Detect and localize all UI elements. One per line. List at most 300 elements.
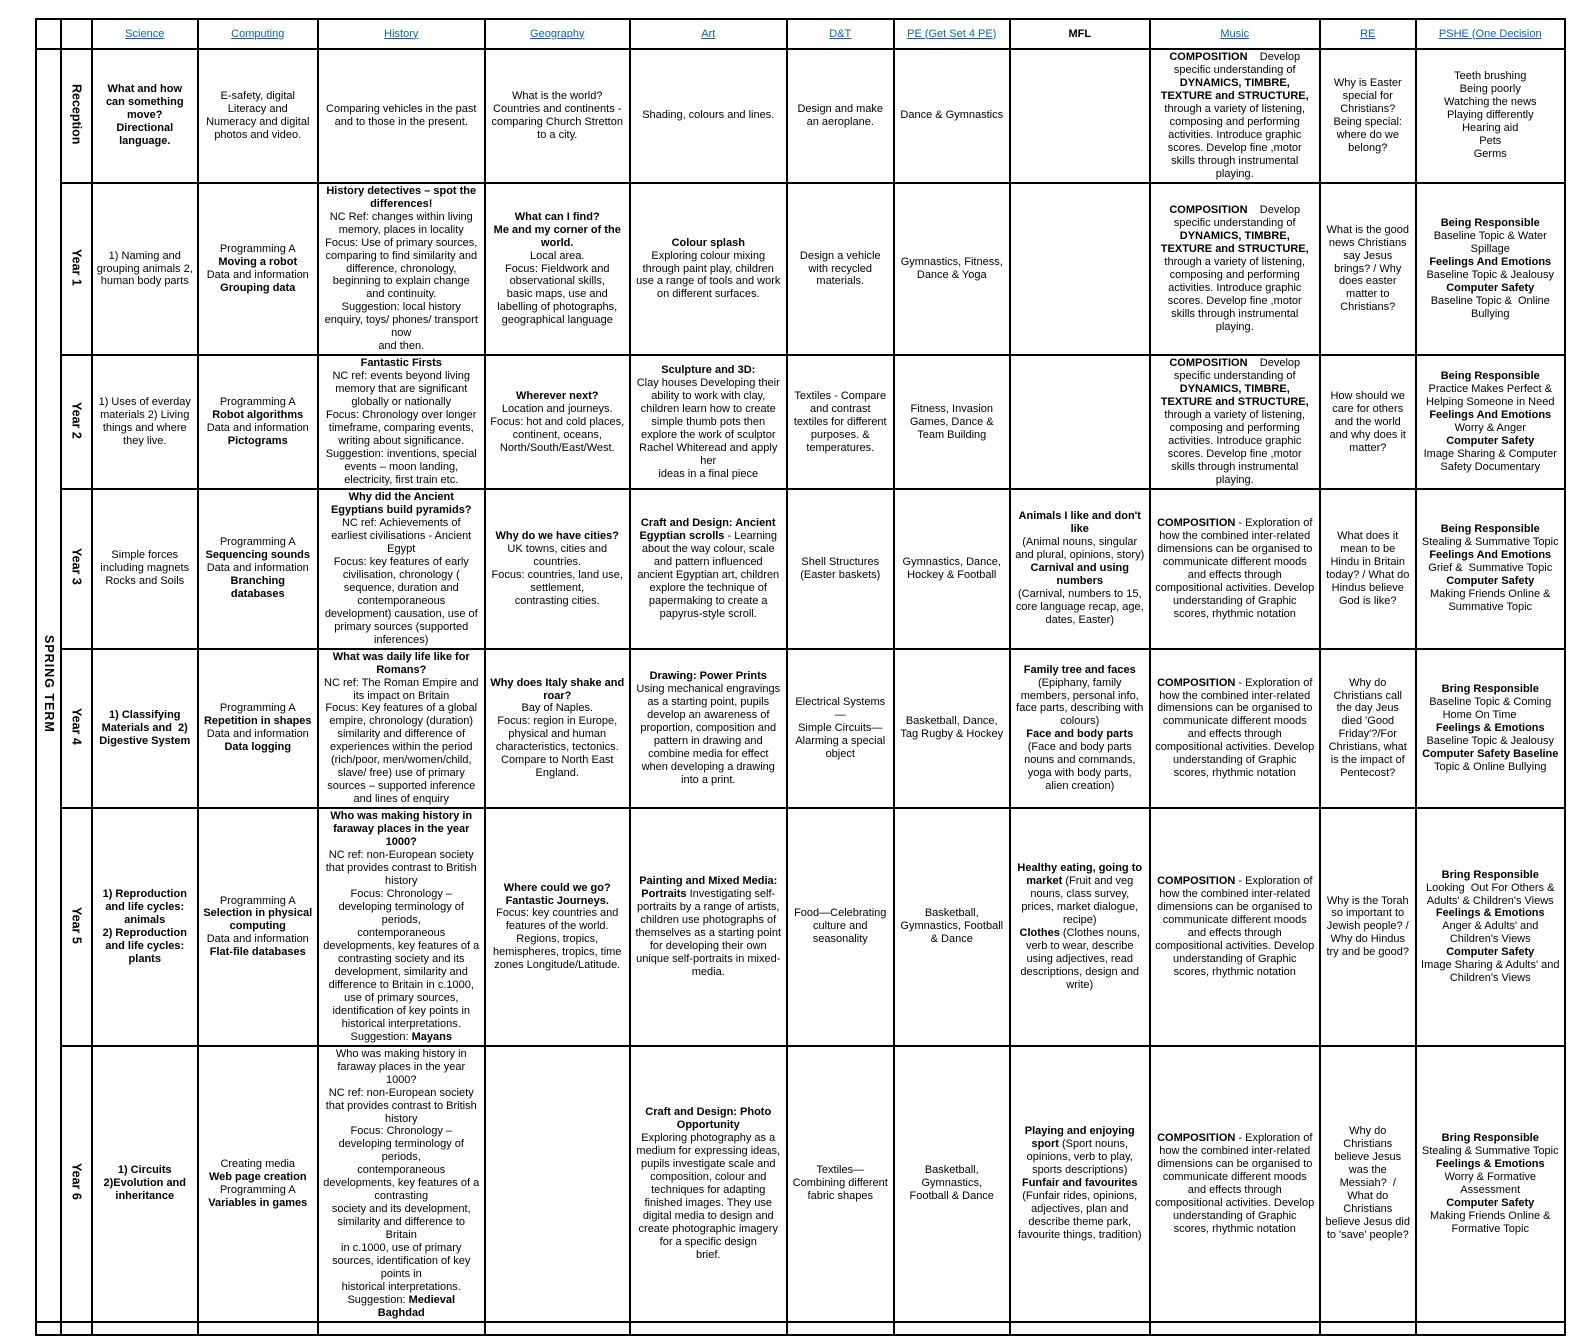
cell-text: Fitness, Invasion Games, Dance & Team Building [909, 402, 994, 441]
cell-reception-pshe [1416, 49, 1565, 183]
cell-text: Colour splash [671, 236, 745, 249]
cell-text: Focus: countries, land use, settlement, [491, 568, 623, 594]
cell-reception-history [318, 49, 485, 183]
cell-year-3-pe [894, 489, 1010, 649]
cell-text: children use photographs of themselves as a starting point for developing their own unique self-portraits in mixed-media. [635, 913, 782, 978]
column-header-music[interactable]: Music [1150, 19, 1320, 49]
cell-year-1-mfl [1010, 183, 1150, 356]
cell-text: Why did the Ancient Egyptians build pyramids? [330, 490, 472, 516]
cell-text: Data and information [206, 268, 309, 281]
cell-text: NC ref: events beyond living memory that are significant [332, 370, 471, 396]
cell-text: Develop specific understanding of [1173, 204, 1301, 230]
cell-text: Healthy eating, going to market [1017, 862, 1143, 888]
cell-text: Feelings & Emotions [1435, 907, 1545, 920]
cell-text: Computer Safety [1446, 281, 1535, 294]
row-label: Year 6 [69, 1163, 84, 1201]
cell-year-5-dt [787, 808, 894, 1045]
cell-reception-science [92, 49, 198, 183]
cell-year-4-pe [894, 649, 1010, 809]
cell-text: Image Sharing & Adults' and Children's Views [1421, 959, 1560, 985]
cell-year-3-dt [787, 489, 894, 649]
cell-text: Develop specific understanding of [1173, 51, 1301, 76]
cell-text: Design and make an aeroplane. [797, 102, 884, 128]
cell-text: Computer Safety Baseline [1422, 747, 1559, 760]
cell-text: Programming A [219, 1183, 296, 1196]
cell-text: historical interpretations. [341, 1281, 461, 1294]
cell-text: Selection in physical computing [203, 907, 313, 933]
column-header-art[interactable]: Art [630, 19, 787, 49]
cell-text: 1) Reproduction and life cycles: animals [102, 888, 187, 926]
cell-text: Shading, colours and lines. [642, 109, 775, 122]
cell-text: Alarming a special object [795, 734, 886, 760]
cell-year-4-art [630, 649, 787, 809]
cell-text: Suggestion: [347, 1294, 409, 1307]
cell-text: Data logging [224, 741, 292, 754]
cell-text: Electrical Systems— [795, 695, 886, 721]
cell-year-3-pshe [1416, 489, 1565, 649]
cell-year-3-mfl [1010, 489, 1150, 649]
cell-text: COMPOSITION [1169, 357, 1248, 370]
cell-text: (Face and body parts nouns and commands, yoga with body parts, alien creation) [1024, 741, 1136, 793]
column-header-re[interactable]: RE [1320, 19, 1416, 49]
cell-text: Worry & Anger [1454, 422, 1526, 435]
cell-year-6-mfl [1010, 1046, 1150, 1322]
cell-text: Dance & Yoga [916, 268, 987, 281]
cell-year-6-history [318, 1046, 485, 1322]
empty-footer-cell [787, 1322, 894, 1335]
cell-text: Why does Italy shake and roar? [490, 676, 625, 702]
row-label-cell-year-6 [61, 1046, 92, 1322]
cell-text: Computer Safety [1446, 946, 1535, 959]
cell-text: sources – supported inference and lines of enquiry [327, 780, 476, 806]
cell-text: contemporaneous developments, key features of a contrasting society and its development, similarity and difference to Britain in c.1000, use of primary sources, identification of key points in historical interpretations. [323, 926, 480, 1030]
cell-text: Fantastic Firsts [360, 357, 442, 370]
cell-text: COMPOSITION [1169, 51, 1248, 63]
cell-year-4-history [318, 649, 485, 809]
column-header-pshe[interactable]: PSHE (One Decision [1416, 19, 1565, 49]
cell-text: COMPOSITION [1157, 1131, 1236, 1144]
cell-year-5-computing [198, 808, 318, 1045]
cell-text: Data and information [206, 728, 309, 741]
cell-year-2-computing [198, 355, 318, 489]
cell-text: Focus: Fieldwork and observational skills, [504, 262, 610, 288]
cell-text: Grief & Summative Topic [1428, 562, 1553, 575]
cell-year-2-pe [894, 355, 1010, 489]
cell-reception-re [1320, 49, 1416, 183]
cell-reception-computing [198, 49, 318, 183]
cell-year-4-science [92, 649, 198, 809]
cell-text: Topic & Online Bullying [1433, 760, 1547, 773]
term-label: SPRING TERM [41, 634, 56, 733]
row-label-cell-year-1 [61, 183, 92, 356]
cell-text: Location and journeys. [501, 402, 613, 415]
cell-text: Stealing & Summative Topic [1421, 536, 1559, 549]
cell-year-6-computing [198, 1046, 318, 1322]
cell-text: COMPOSITION [1169, 204, 1248, 217]
cell-year-3-science [92, 489, 198, 649]
cell-year-4-music [1150, 649, 1320, 809]
column-header-science[interactable]: Science [92, 19, 198, 49]
cell-text: Why do we have cities? [495, 529, 619, 542]
cell-reception-pe [894, 49, 1010, 183]
cell-text: Data and information [206, 422, 309, 435]
cell-text: Hockey & Football [907, 568, 997, 581]
cell-text: Clothes [1019, 926, 1060, 939]
cell-text: Simple forces including magnets [100, 549, 190, 575]
cell-text: Focus: Chronology – developing terminology of periods, [338, 888, 464, 926]
cell-text: Playing differently [1446, 109, 1534, 122]
cell-year-4-dt [787, 649, 894, 809]
cell-text: Focus: key features of early civilisation, chronology ( [333, 555, 469, 581]
cell-text: Practice Makes Perfect & Helping Someone in Need [1426, 383, 1555, 409]
cell-text: society and its development, similarity and difference to Britain [331, 1203, 471, 1242]
cell-text: Why is the Torah so important to Jewish people? / Why do Hindus try and be good? [1326, 894, 1410, 959]
cell-text: Clay houses Developing their ability to work with clay, children learn how to create simple thumb pots then explore the work of sculptor Rachel Whiteread and apply her [636, 376, 780, 467]
cell-text: basic maps, use and labelling of photographs, [497, 288, 618, 314]
cell-text: Medieval Baghdad [377, 1294, 456, 1320]
cell-text: Computer Safety [1446, 1196, 1535, 1209]
cell-text: Feelings & Emotions [1435, 1157, 1545, 1170]
empty-footer-cell [1010, 1322, 1150, 1335]
cell-year-2-art [630, 355, 787, 489]
cell-text: Creating media [220, 1157, 296, 1170]
cell-text: NC ref: non-European society that provides contrast to British [325, 1086, 477, 1112]
cell-year-1-science [92, 183, 198, 356]
cell-text: DYNAMICS, TIMBRE, TEXTURE and STRUCTURE, [1160, 383, 1309, 409]
curriculum-table [35, 18, 1566, 1336]
cell-text: Directional language. [116, 122, 174, 148]
cell-text: Grouping data [220, 281, 296, 294]
cell-year-3-re [1320, 489, 1416, 649]
cell-year-5-geography [485, 808, 630, 1045]
cell-text: Pictograms [227, 435, 288, 448]
cell-text: Programming A [219, 536, 296, 549]
cell-text: Hearing aid [1462, 122, 1519, 135]
cell-year-2-dt [787, 355, 894, 489]
column-header-pe[interactable]: PE (Get Set 4 PE) [894, 19, 1010, 49]
empty-footer-cell [630, 1322, 787, 1335]
cell-text: Bring Responsible [1441, 868, 1539, 881]
cell-year-6-science [92, 1046, 198, 1322]
empty-footer-cell [1150, 1322, 1320, 1335]
cell-text: What does it mean to be Hindu in Britain today? / What do Hindus believe God is like? [1326, 529, 1410, 607]
cell-year-2-mfl [1010, 355, 1150, 489]
cell-text: Baseline Topic & Online Bullying [1430, 294, 1550, 320]
cell-text: Craft and Design: Photo Opportunity [645, 1106, 772, 1131]
cell-text: 2) Reproduction and life cycles: plants [102, 926, 187, 965]
row-label-cell-year-4 [61, 649, 92, 809]
cell-text: Web page creation [208, 1170, 307, 1183]
cell-year-4-mfl [1010, 649, 1150, 809]
cell-text: Painting and Mixed Media: Portraits [639, 875, 778, 901]
cell-reception-geography [485, 49, 630, 183]
cell-year-5-re [1320, 808, 1416, 1045]
cell-text: Gymnastics, Fitness, [900, 256, 1003, 269]
cell-text: COMPOSITION [1157, 676, 1236, 689]
cell-text: Textiles—Combining different fabric shapes [792, 1164, 888, 1203]
column-header-computing[interactable]: Computing [198, 19, 318, 49]
cell-text: Robot algorithms [212, 409, 304, 422]
cell-text: Regions, tropics, hemispheres, tropics, time zones Longitude/Latitude. [493, 933, 622, 972]
cell-text: through a variety of listening, composing and performing activities. Introduce graphic scores. Develop fine ,motor skills through instrumental playing. [1164, 102, 1306, 180]
cell-text: Computer Safety [1446, 575, 1535, 588]
cell-text: Using mechanical engravings as a starting point, pupils develop an awareness of proportion, composition and pattern in drawing and [636, 683, 781, 747]
empty-footer-cell [1416, 1322, 1565, 1335]
cell-text: What is the good news Christians say Jesus brings? / Why does easter matter to Christians? [1326, 223, 1410, 314]
cell-text: Focus: Chronology over longer timeframe, comparing events, [326, 409, 477, 435]
cell-text: Basketball, Gymnastics, Football & Dance [900, 907, 1004, 946]
cell-text: sequence, duration and contemporaneous development) causation, use of primary sources (supported inferences) [324, 581, 478, 646]
cell-text: similarity and difference of experiences within the period [330, 728, 473, 754]
cell-text: Family tree and faces [1023, 663, 1136, 676]
cell-text: (Carnival, numbers to 15, core language recap, age, dates, Easter) [1015, 588, 1144, 627]
cell-text: Face and body parts [1026, 728, 1134, 741]
cell-year-3-geography [485, 489, 630, 649]
cell-text: NC ref: non-European society that provides contrast to British history [325, 849, 477, 888]
cell-text: Basketball, Gymnastics, [921, 1164, 982, 1190]
cell-year-6-pe [894, 1046, 1010, 1322]
cell-text: E-safety, digital Literacy and Numeracy and digital photos and video. [206, 89, 310, 141]
cell-text: 1) Circuits 2)Evolution and inheritance [103, 1164, 186, 1203]
cell-text: Carnival and using numbers [1030, 562, 1129, 588]
cell-text: Football & Dance [909, 1190, 994, 1203]
cell-text: Drawing: Power Prints [649, 670, 767, 683]
cell-text: Why do Christians believe Jesus was the Messiah? / [1334, 1125, 1402, 1190]
cell-text: - Learning about the way colour, scale and pattern influenced ancient Egyptian art, children explore the technique of papermaking to create a papyrus-style scroll. [637, 529, 780, 620]
row-label: Year 3 [69, 548, 84, 586]
cell-reception-music [1150, 49, 1320, 183]
cell-year-2-history [318, 355, 485, 489]
cell-text: Bring Responsible [1441, 1131, 1539, 1144]
row-label: Year 5 [69, 906, 84, 944]
cell-year-3-art [630, 489, 787, 649]
cell-text: Focus: Chronology – developing terminology of periods, [338, 1125, 464, 1164]
cell-year-4-computing [198, 649, 318, 809]
cell-text: What is the world? Countries and continents - comparing Church Stretton to a city. [491, 89, 623, 141]
cell-text: through a variety of listening, composing and performing activities. Introduce graphic scores. Develop fine ,motor skills through instrumental playing. [1164, 256, 1306, 333]
cell-text: What can I find? [514, 210, 600, 223]
cell-text: Sculpture and 3D: [661, 363, 756, 376]
cell-year-5-mfl [1010, 808, 1150, 1045]
cell-text: through a variety of listening, composing and performing activities. Introduce graphic scores. Develop fine ,motor skills through instrumental playing. [1164, 409, 1306, 486]
cell-text: Focus: region in Europe, physical and human characteristics, tectonics. Compare to North East England. [495, 715, 619, 780]
cell-text: Focus: key countries and features of the world. [496, 907, 619, 933]
cell-text: Computer Safety [1446, 435, 1535, 448]
cell-year-5-art [630, 808, 787, 1045]
cell-text: Focus: Key features of a global empire, chronology (duration) [325, 702, 478, 728]
cell-text: Funfair and favourites [1021, 1177, 1138, 1190]
row-label: Year 4 [69, 708, 84, 745]
cell-text: Anger & Adults' and Children's Views [1442, 920, 1539, 946]
cell-text: Comparing vehicles in the past and to those in the present. [326, 102, 477, 128]
cell-text: Programming A [219, 894, 296, 907]
cell-year-4-re [1320, 649, 1416, 809]
cell-text: - Exploration of how the combined inter-related dimensions can be organised to communicate different moods and effects through compositional activities. Develop understanding of Graphic scores, rhythmic notation [1155, 676, 1315, 780]
cell-year-2-science [92, 355, 198, 489]
cell-text: globally or nationally [351, 396, 452, 409]
cell-text: in c.1000, use of primary sources, identification of key points in [332, 1242, 471, 1281]
cell-text: Suggestion: [350, 1030, 412, 1043]
corner-cell-year [61, 19, 92, 49]
empty-footer-cell [485, 1322, 630, 1335]
cell-text: ideas in a final piece [658, 467, 759, 480]
empty-footer-cell [318, 1322, 485, 1335]
cell-text: electricity, first train etc. [344, 474, 459, 486]
cell-text: (Animal nouns, singular and plural, opinions, story) [1015, 536, 1145, 562]
cell-text: Being Responsible [1440, 217, 1540, 230]
cell-year-2-music [1150, 355, 1320, 489]
cell-year-1-pe [894, 183, 1010, 356]
cell-text: What do Christians believe Jesus did to 'save' people? [1325, 1190, 1410, 1242]
cell-text: NC ref: The Roman Empire and its impact on Britain [324, 676, 479, 702]
cell-text: Repetition in shapes [203, 715, 312, 728]
column-header-geography[interactable]: Geography [485, 19, 630, 49]
cell-year-2-geography [485, 355, 630, 489]
cell-year-1-geography [485, 183, 630, 356]
empty-footer-cell [36, 1322, 61, 1335]
row-label-cell-reception [61, 49, 92, 183]
cell-text: Dance & Gymnastics [900, 109, 1004, 122]
cell-text: writing about significance. [338, 435, 465, 448]
cell-text: Feelings & Emotions [1435, 721, 1545, 734]
cell-text: UK towns, cities and countries. [507, 542, 608, 568]
cell-text: Looking Out For Others & Adults' & Children's Views [1426, 881, 1555, 907]
cell-text: Germs [1473, 148, 1507, 161]
cell-text: DYNAMICS, TIMBRE, TEXTURE and STRUCTURE, [1160, 76, 1309, 102]
empty-footer-cell [894, 1322, 1010, 1335]
cell-text: Being Responsible [1440, 523, 1540, 536]
empty-footer-cell [92, 1322, 198, 1335]
empty-footer-cell [61, 1322, 92, 1335]
cell-text: - Exploration of how the combined inter-related dimensions can be organised to communicate different moods and effects through compositional activities. Develop understanding of Graphic scores, rhythmic notation [1155, 1131, 1315, 1235]
cell-text: Worry & Formative Assessment [1444, 1170, 1536, 1196]
cell-text: Feelings And Emotions [1429, 549, 1552, 562]
cell-text: What and how can something move? [105, 83, 184, 122]
cell-text: 1) Uses of everday materials 2) Living things and where they live. [98, 396, 191, 448]
cell-text: Data and information [206, 562, 309, 575]
cell-text: 1) Naming and grouping animals 2, human body parts [96, 249, 193, 288]
cell-text: Investigating self-portraits by a range of artists, [637, 888, 780, 913]
cell-text: brief. [696, 1248, 721, 1261]
cell-text: Focus: Use of primary sources, comparing to find similarity and difference, chronology, beginning to explain change and continuity. [325, 236, 478, 301]
cell-year-5-pshe [1416, 808, 1565, 1045]
cell-text: Being Responsible [1440, 370, 1540, 383]
cell-text: Flat-file databases [209, 946, 306, 959]
cell-text: Being poorly [1459, 83, 1521, 96]
cell-year-5-music [1150, 808, 1320, 1045]
cell-text: Watching the news [1443, 96, 1537, 109]
cell-reception-art [630, 49, 787, 183]
cell-text: and then. [378, 340, 425, 353]
cell-text: Baseline Topic & Jealousy [1426, 268, 1555, 281]
cell-year-6-music [1150, 1046, 1320, 1322]
cell-text: Where could we go? Fantastic Journeys. [503, 881, 611, 907]
cell-reception-mfl [1010, 49, 1150, 183]
cell-text: History detectives – spot the differences! [326, 184, 477, 210]
cell-text: Food—Celebrating culture and seasonality [794, 907, 887, 946]
cell-text: Baseline Topic & Coming Home On Time [1429, 695, 1552, 721]
cell-text: Feelings And Emotions [1429, 256, 1552, 269]
cell-text: Playing and enjoying sport [1024, 1125, 1135, 1151]
cell-text: Bay of Naples. [521, 702, 594, 715]
cell-text: Feelings And Emotions [1429, 409, 1552, 422]
cell-text: NC ref: Achievements of earliest civilisations - Ancient Egypt [331, 516, 472, 555]
corner-cell-term [36, 19, 61, 49]
cell-year-1-music [1150, 183, 1320, 356]
cell-text: Bring Responsible [1441, 683, 1539, 696]
cell-text: Why do Christians call the day Jeus died 'Good Friday'?/For Christians, what is the impact of Pentecost? [1328, 676, 1407, 780]
cell-text: - Exploration of how the combined inter-related dimensions can be organised to communicate different moods and effects through compositional activities. Develop understanding of Graphic scores, rhythmic notation [1155, 875, 1315, 978]
cell-text: Design a vehicle with recycled materials. [799, 249, 881, 288]
cell-text: history [385, 1112, 418, 1125]
cell-text: Moving a robot [218, 256, 298, 269]
cell-year-1-history [318, 183, 485, 356]
term-cell [36, 49, 61, 1322]
cell-text: Local area. [530, 249, 585, 262]
row-label-cell-year-2 [61, 355, 92, 489]
cell-text: Being special: where do we belong? [1333, 115, 1402, 154]
cell-year-3-music [1150, 489, 1320, 649]
cell-text: Animals I like and don't like [1018, 510, 1141, 536]
cell-year-1-re [1320, 183, 1416, 356]
row-label-cell-year-5 [61, 808, 92, 1045]
cell-text: Stealing & Summative Topic [1421, 1144, 1559, 1157]
cell-year-3-computing [198, 489, 318, 649]
cell-text: Wherever next? [515, 389, 599, 402]
cell-text: Me and my corner of the world. [493, 223, 621, 249]
cell-text: Gymnastics, Dance, [902, 555, 1001, 568]
cell-year-6-geography [485, 1046, 630, 1322]
column-header-history[interactable]: History [318, 19, 485, 49]
cell-year-5-science [92, 808, 198, 1045]
cell-text: Basketball, Dance, Tag Rugby & Hockey [900, 715, 1004, 741]
cell-text: Suggestion: local history enquiry, toys/ phones/ transport now [324, 301, 478, 340]
cell-text: Mayans [411, 1030, 452, 1043]
cell-year-1-computing [198, 183, 318, 356]
cell-text: (Fruit and veg nouns, class survey, prices, market dialogue, recipe) [1021, 875, 1139, 926]
cell-year-1-dt [787, 183, 894, 356]
cell-text: Programming A [219, 243, 296, 256]
cell-text: (Sport nouns, opinions, verb to play, sports descriptions) [1026, 1138, 1133, 1177]
cell-text: Branching databases [230, 575, 285, 601]
cell-year-6-pshe [1416, 1046, 1565, 1322]
cell-text: COMPOSITION [1157, 875, 1236, 888]
cell-year-1-pshe [1416, 183, 1565, 356]
cell-text: (Epiphany, family members, personal info, face parts, describing with colours) [1016, 676, 1144, 728]
column-header-dt[interactable]: D&T [787, 19, 894, 49]
cell-text: Focus: hot and cold places, continent, oceans, North/South/East/West. [490, 415, 625, 454]
cell-year-3-history [318, 489, 485, 649]
cell-text: Rocks and Soils [105, 575, 185, 588]
cell-text: Exploring colour mixing through paint play, children use a range of tools and work on different surfaces. [636, 249, 781, 301]
cell-year-6-re [1320, 1046, 1416, 1322]
cell-text: Pets [1479, 135, 1502, 148]
cell-year-1-art [630, 183, 787, 356]
cell-text: (Clothes nouns, verb to wear, describe using adjectives, read descriptions, design and write) [1020, 926, 1140, 991]
cell-text: Baseline Topic & Jealousy [1426, 734, 1555, 747]
column-header-mfl: MFL [1010, 19, 1150, 49]
cell-text: - Exploration of how the combined inter-related dimensions can be organised to communicate different moods and effects through compositional activities. Develop understanding of Graphic scores, rhythmic notation [1155, 516, 1315, 620]
cell-text: Programming A [219, 396, 296, 409]
cell-reception-dt [787, 49, 894, 183]
empty-footer-cell [198, 1322, 318, 1335]
cell-text: Why is Easter special for Christians? [1333, 76, 1402, 115]
cell-text: geographical language [501, 314, 613, 327]
row-label: Year 2 [69, 401, 84, 439]
cell-text: contemporaneous developments, key features of a contrasting [323, 1164, 480, 1203]
empty-footer-cell [1320, 1322, 1416, 1335]
cell-text: Making Friends Online & Formative Topic [1430, 1209, 1551, 1235]
